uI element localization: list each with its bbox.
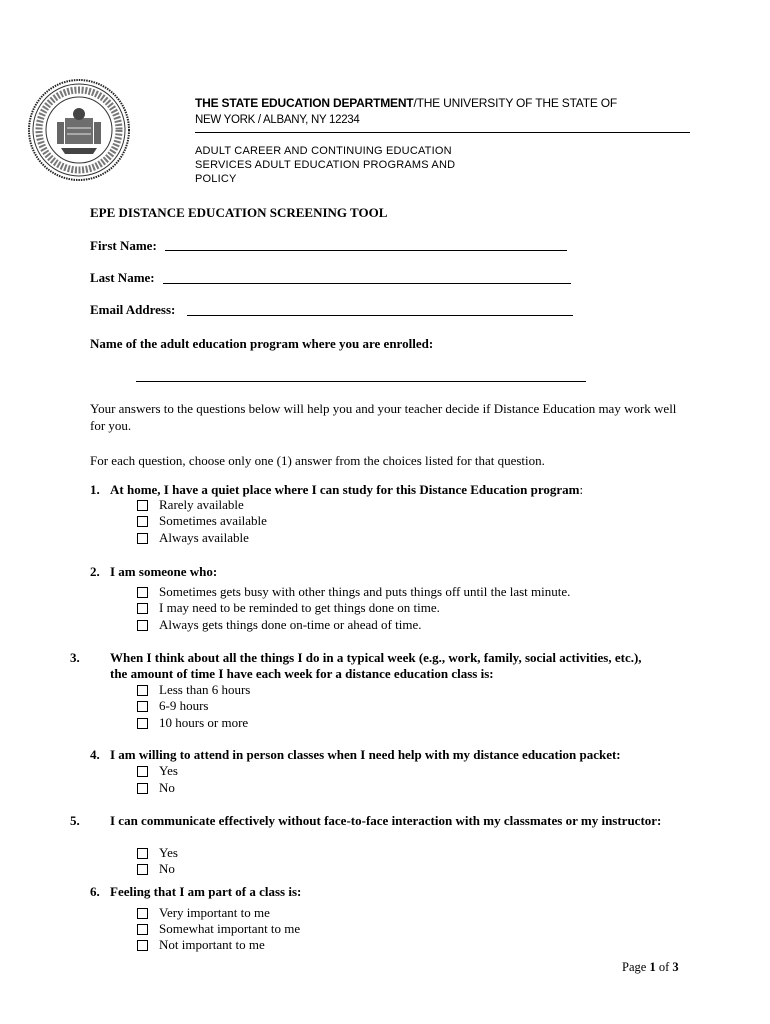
- question-3: [70, 650, 650, 682]
- question-suffix: :: [579, 482, 584, 497]
- question-number: 1.: [90, 482, 100, 497]
- option-label: No: [159, 861, 175, 876]
- option-label: Rarely available: [159, 497, 244, 512]
- option[interactable]: [137, 763, 178, 779]
- question-text: I can communicate effectively without face-to-face interaction with my classmates or my instructor:: [110, 813, 662, 828]
- checkbox-icon[interactable]: [137, 908, 148, 919]
- question-2: [90, 564, 650, 580]
- checkbox-icon[interactable]: [137, 718, 148, 729]
- checkbox-icon[interactable]: [137, 516, 148, 527]
- option-label: Always gets things done on-time or ahead of time.: [159, 617, 422, 632]
- question-4: [90, 747, 690, 763]
- option-label: 6-9 hours: [159, 698, 209, 713]
- state-seal-icon: [27, 78, 131, 182]
- question-text: Feeling that I am part of a class is:: [110, 884, 302, 899]
- question-5: [70, 813, 670, 829]
- page-of: of: [655, 960, 673, 974]
- checkbox-icon[interactable]: [137, 587, 148, 598]
- question-text: I am willing to attend in person classes when I need help with my distance education packet:: [110, 747, 621, 762]
- intro-text: Your answers to the questions below will help you and your teacher decide if Distance Education may work well for you.: [90, 401, 677, 433]
- option-label: Yes: [159, 763, 178, 778]
- option-label: Not important to me: [159, 937, 265, 952]
- option[interactable]: [137, 600, 440, 616]
- option[interactable]: [137, 937, 265, 953]
- first-name-label: First Name:: [90, 238, 157, 253]
- question-number: 5.: [70, 813, 80, 828]
- option-label: Yes: [159, 845, 178, 860]
- first-name-input[interactable]: [165, 250, 567, 251]
- checkbox-icon[interactable]: [137, 940, 148, 951]
- question-text: When I think about all the things I do in a typical week (e.g., work, family, social activities, etc.), the amount of time I have each week for a distance education class is:: [110, 650, 642, 681]
- checkbox-icon[interactable]: [137, 848, 148, 859]
- option[interactable]: [137, 921, 300, 937]
- program-label: Name of the adult education program where you are enrolled:: [90, 336, 434, 351]
- question-6: [90, 884, 650, 900]
- option-label: 10 hours or more: [159, 715, 249, 730]
- option[interactable]: [137, 682, 250, 698]
- checkbox-icon[interactable]: [137, 620, 148, 631]
- question-1: [90, 482, 650, 498]
- checkbox-icon[interactable]: [137, 766, 148, 777]
- email-label: Email Address:: [90, 302, 176, 317]
- department-address: NEW YORK / ALBANY, NY 12234: [195, 114, 360, 126]
- option-label: Sometimes gets busy with other things and puts things off until the last minute.: [159, 584, 571, 599]
- question-number: 3.: [70, 650, 80, 665]
- office-name: ADULT CAREER AND CONTINUING EDUCATION SERVICES ADULT EDUCATION PROGRAMS AND POLICY: [195, 145, 456, 185]
- option[interactable]: [137, 513, 267, 529]
- header-divider: [195, 132, 690, 133]
- option-label: Less than 6 hours: [159, 682, 251, 697]
- option[interactable]: [137, 845, 178, 861]
- checkbox-icon[interactable]: [137, 500, 148, 511]
- option[interactable]: [137, 861, 175, 877]
- last-name-input[interactable]: [163, 283, 571, 284]
- option-label: No: [159, 780, 175, 795]
- question-number: 6.: [90, 884, 100, 899]
- option[interactable]: [137, 617, 421, 633]
- email-input[interactable]: [187, 315, 573, 316]
- department-name-bold: THE STATE EDUCATION DEPARTMENT: [195, 96, 414, 110]
- last-name-label: Last Name:: [90, 270, 155, 285]
- option[interactable]: [137, 780, 175, 796]
- checkbox-icon[interactable]: [137, 603, 148, 614]
- checkbox-icon[interactable]: [137, 685, 148, 696]
- option-label: Somewhat important to me: [159, 921, 301, 936]
- question-number: 4.: [90, 747, 100, 762]
- page-prefix: Page: [622, 960, 650, 974]
- program-input[interactable]: [136, 381, 586, 382]
- department-name: [195, 96, 617, 110]
- option-label: Very important to me: [159, 905, 270, 920]
- page-number: [622, 960, 679, 975]
- form-title: EPE DISTANCE EDUCATION SCREENING TOOL: [90, 205, 388, 220]
- option-label: I may need to be reminded to get things done on time.: [159, 600, 440, 615]
- instruction-text: For each question, choose only one (1) answer from the choices listed for that question.: [90, 453, 545, 468]
- option[interactable]: [137, 715, 248, 731]
- option[interactable]: [137, 530, 249, 546]
- department-name-rest: /THE UNIVERSITY OF THE STATE OF: [413, 96, 618, 110]
- total-pages: 3: [672, 960, 679, 974]
- current-page: 1: [649, 960, 656, 974]
- option-label: Always available: [159, 530, 249, 545]
- option[interactable]: [137, 497, 244, 513]
- option[interactable]: [137, 905, 270, 921]
- question-text: I am someone who:: [110, 564, 218, 579]
- checkbox-icon[interactable]: [137, 783, 148, 794]
- option[interactable]: [137, 584, 570, 600]
- checkbox-icon[interactable]: [137, 701, 148, 712]
- option-label: Sometimes available: [159, 513, 267, 528]
- question-number: 2.: [90, 564, 100, 579]
- checkbox-icon[interactable]: [137, 533, 148, 544]
- checkbox-icon[interactable]: [137, 864, 148, 875]
- question-text: At home, I have a quiet place where I can study for this Distance Education program: [110, 482, 580, 497]
- checkbox-icon[interactable]: [137, 924, 148, 935]
- option[interactable]: [137, 698, 208, 714]
